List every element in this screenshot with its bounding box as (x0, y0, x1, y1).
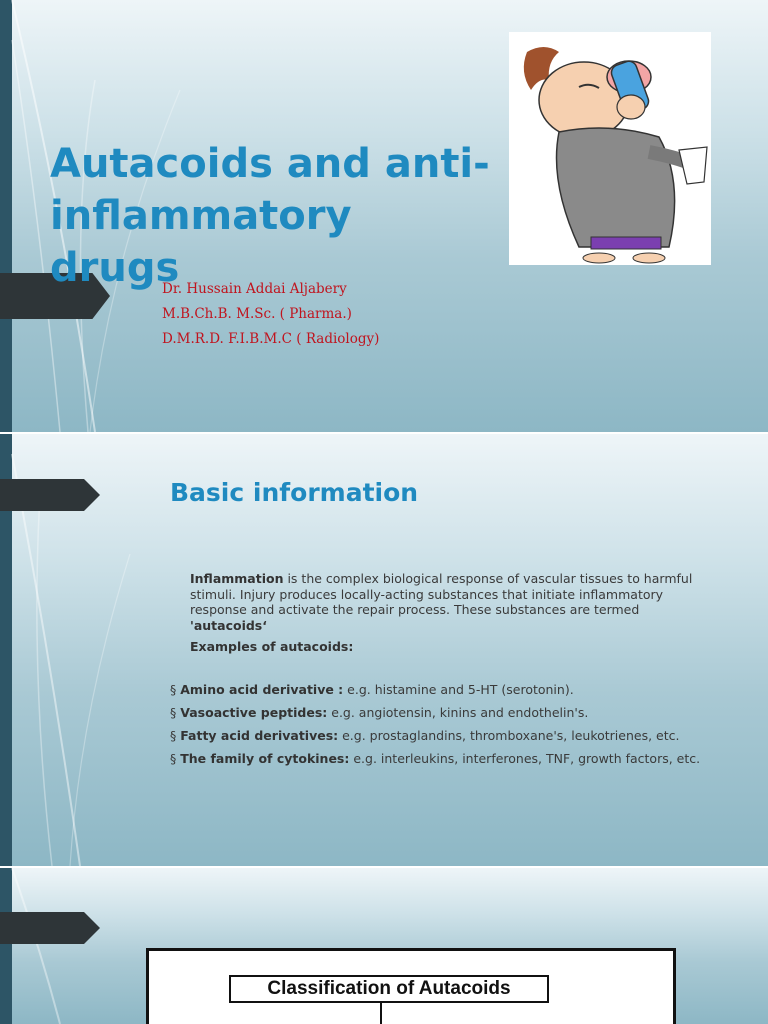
term-inflammation: Inflammation (190, 571, 284, 586)
list-item (170, 682, 715, 698)
list-item (170, 705, 715, 721)
list-item (170, 728, 715, 744)
example-text: e.g. interleukins, interferones, TNF, growth factors, etc. (349, 751, 701, 766)
term-autacoids: 'autacoids‘ (190, 617, 267, 633)
connector-line (380, 1003, 382, 1024)
arrow-tab (0, 479, 100, 511)
example-text: e.g. histamine and 5-HT (serotonin). (343, 682, 574, 697)
classification-title-box: Classification of Autacoids (229, 975, 549, 1003)
inflammation-text: is the complex biological response of vascular tissues to harmful stimuli. Injury produces locally-acting substances that initiate inflammatory response and activate the repair process. These substances are termed (190, 571, 693, 617)
bullet-examples (170, 639, 715, 655)
example-label: Fatty acid derivatives: (180, 728, 339, 743)
man-with-spray-icon (509, 32, 711, 265)
example-label: The family of cytokines: (180, 751, 350, 766)
arrow-tab (0, 912, 100, 944)
bullet-list (170, 571, 715, 661)
bullet-inflammation (170, 571, 715, 633)
section-marker: § (170, 751, 177, 766)
author-degree: M.B.Ch.B. M.Sc. ( Pharma.) (162, 306, 352, 322)
section-marker: § (170, 728, 177, 743)
slide-title: Autacoids and anti-inflammatory drugs (50, 141, 490, 291)
example-label: Amino acid derivative : (180, 682, 344, 697)
author-diploma: D.M.R.D. F.I.B.M.C ( Radiology) (162, 331, 380, 347)
author-name: Dr. Hussain Addai Aljabery (162, 281, 347, 297)
list-item (170, 751, 715, 767)
cartoon-illustration (509, 32, 711, 265)
autacoid-examples-list (170, 682, 715, 774)
section-marker: § (170, 682, 177, 697)
example-text: e.g. prostaglandins, thromboxane's, leukotrienes, etc. (338, 728, 680, 743)
example-label: Vasoactive peptides: (180, 705, 328, 720)
example-text: e.g. angiotensin, kinins and endothelin's. (327, 705, 589, 720)
author-credentials (162, 277, 379, 352)
section-heading: Basic information (170, 478, 419, 507)
examples-heading: Examples of autacoids: (190, 639, 354, 654)
section-marker: § (170, 705, 177, 720)
